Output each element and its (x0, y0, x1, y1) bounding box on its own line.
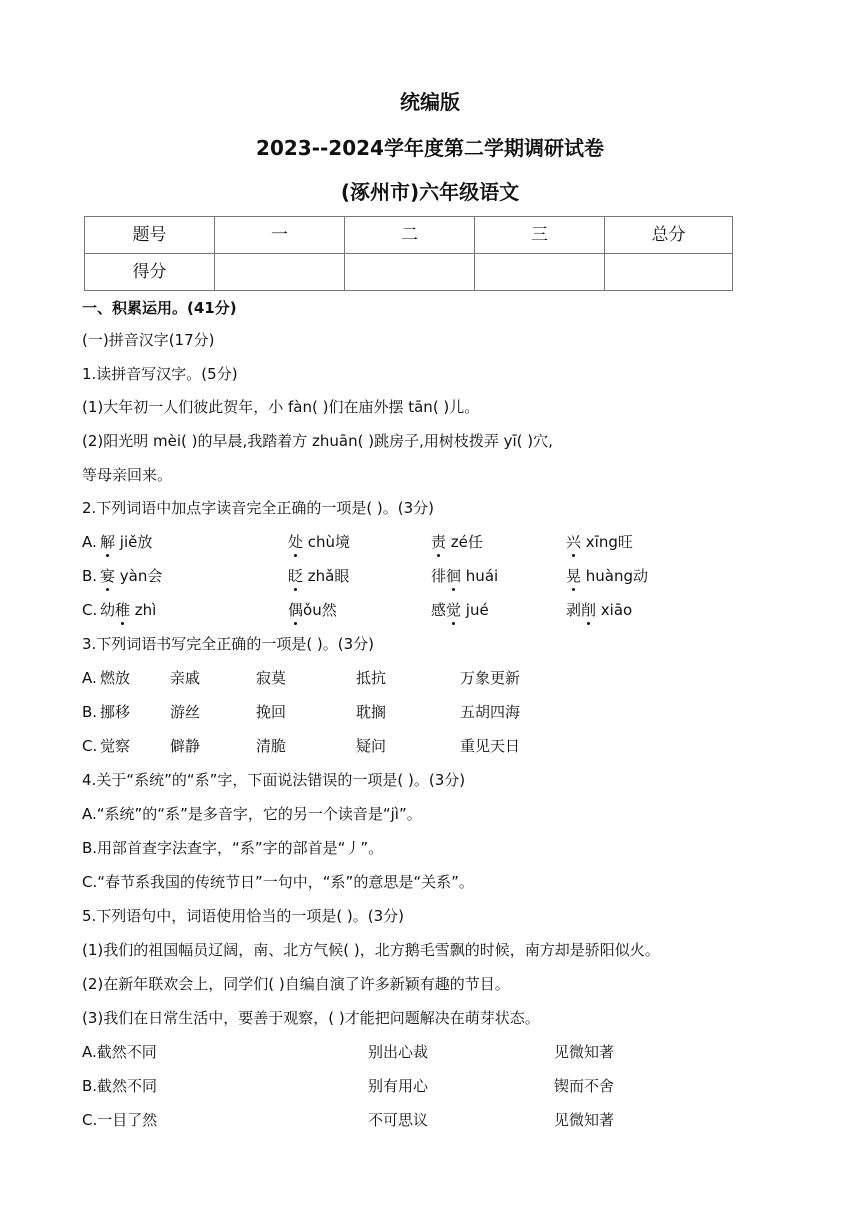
q2-option-item: 解 jiě放 (100, 533, 153, 551)
q2-option-item: 兴 xīng旺 (566, 533, 633, 551)
score-table-header: 二 (345, 217, 475, 254)
score-table-header-row (85, 217, 733, 254)
q5-option-word: 见微知著 (554, 1111, 615, 1129)
exam-subtitle: (涿州市)六年级语文 (340, 180, 520, 204)
score-table-header: 总分 (605, 217, 733, 254)
q3-option-word: 抵抗 (356, 669, 387, 687)
q2-option-label: A. (82, 533, 97, 551)
score-cell[interactable] (345, 254, 475, 291)
q3-option-word: 亲戚 (170, 669, 201, 687)
q3-option-word: 挪移 (100, 703, 131, 721)
edition-label: 统编版 (400, 90, 460, 114)
q3-option-label: A. (82, 669, 97, 687)
question-4-stem: 4.关于“系统”的“系”字，下面说法错误的一项是( )。(3分) (82, 771, 466, 789)
q2-option-label: C. (82, 601, 98, 619)
q5-option-b: B.截然不同 (82, 1077, 158, 1095)
score-table-header: 题号 (85, 217, 215, 254)
q3-option-word: 五胡四海 (460, 703, 521, 721)
q5-option-word: 锲而不舍 (554, 1077, 615, 1095)
q5-option-word: 别出心裁 (368, 1043, 429, 1061)
q3-option-label: B. (82, 703, 98, 721)
section-heading: 一、积累运用。(41分) (82, 299, 237, 317)
q5-option-a: A.截然不同 (82, 1043, 157, 1061)
q2-option-item: 处 chù境 (288, 533, 351, 551)
q5-option-word: 见微知著 (554, 1043, 615, 1061)
q2-option-item: 晃 huàng动 (566, 567, 649, 585)
question-3-stem: 3.下列词语书写完全正确的一项是( )。(3分) (82, 635, 375, 653)
q3-option-word: 游丝 (170, 703, 201, 721)
q3-option-word: 清脆 (256, 737, 287, 755)
question-4-option-b: B.用部首查字法查字，“系”字的部首是“丿”。 (82, 839, 384, 857)
q3-option-word: 挽回 (256, 703, 287, 721)
score-table (84, 216, 733, 291)
question-1-part-2: (2)阳光明 mèi( )的早晨,我踏着方 zhuān( )跳房子,用树枝拨弄 yī( )穴, (82, 432, 553, 450)
q3-option-word: 僻静 (170, 737, 201, 755)
q3-option-word: 重见天日 (460, 737, 521, 755)
score-table-score-row (85, 254, 733, 291)
question-5-stem: 5.下列语句中，词语使用恰当的一项是( )。(3分) (82, 907, 405, 925)
q2-option-label: B. (82, 567, 98, 585)
q5-option-word: 不可思议 (368, 1111, 429, 1129)
question-5-sentence-3: (3)我们在日常生活中，要善于观察，( )才能把问题解决在萌芽状态。 (82, 1009, 540, 1027)
q3-option-word: 疑问 (356, 737, 387, 755)
subsection-heading: (一)拼音汉字(17分) (82, 331, 215, 349)
q3-option-word: 万象更新 (460, 669, 521, 687)
q2-option-item: 眨 zhǎ眼 (288, 567, 350, 585)
score-table-header: 三 (475, 217, 605, 254)
exam-title: 2023--2024学年度第二学期调研试卷 (256, 136, 604, 160)
q5-option-word: 别有用心 (368, 1077, 429, 1095)
question-4-option-a: A.“系统”的“系”是多音字，它的另一个读音是“jì”。 (82, 805, 422, 823)
question-1-part-1: (1)大年初一人们彼此贺年，小 fàn( )们在庙外摆 tān( )儿。 (82, 398, 480, 416)
q3-option-word: 耽搁 (356, 703, 387, 721)
score-row-label: 得分 (85, 254, 215, 291)
q2-option-item: 责 zé任 (431, 533, 483, 551)
q3-option-word: 寂莫 (256, 669, 287, 687)
question-5-sentence-1: (1)我们的祖国幅员辽阔，南、北方气候( )，北方鹅毛雪飘的时候，南方却是骄阳似火。 (82, 941, 660, 959)
q3-option-label: C. (82, 737, 98, 755)
question-1-stem: 1.读拼音写汉字。(5分) (82, 365, 238, 383)
score-table-header: 一 (215, 217, 345, 254)
q2-option-item: 偶ǒu然 (288, 601, 337, 619)
question-2-stem: 2.下列词语中加点字读音完全正确的一项是( )。(3分) (82, 499, 435, 517)
score-cell[interactable] (475, 254, 605, 291)
q2-option-item: 宴 yàn会 (100, 567, 163, 585)
question-4-option-c: C.“春节系我国的传统节日”一句中，“系”的意思是“关系”。 (82, 873, 474, 891)
q2-option-item: 剥削 xiāo (566, 601, 633, 619)
score-cell[interactable] (215, 254, 345, 291)
q3-option-word: 燃放 (100, 669, 131, 687)
q5-option-c: C.一目了然 (82, 1111, 158, 1129)
q2-option-item: 徘徊 huái (431, 567, 499, 585)
q2-option-item: 感觉 jué (431, 601, 489, 619)
score-cell[interactable] (605, 254, 733, 291)
question-5-sentence-2: (2)在新年联欢会上，同学们( )自编自演了许多新颖有趣的节目。 (82, 975, 510, 993)
q3-option-word: 觉察 (100, 737, 131, 755)
question-1-part-2-continued: 等母亲回来。 (82, 466, 173, 484)
q2-option-item: 幼稚 zhì (100, 601, 157, 619)
